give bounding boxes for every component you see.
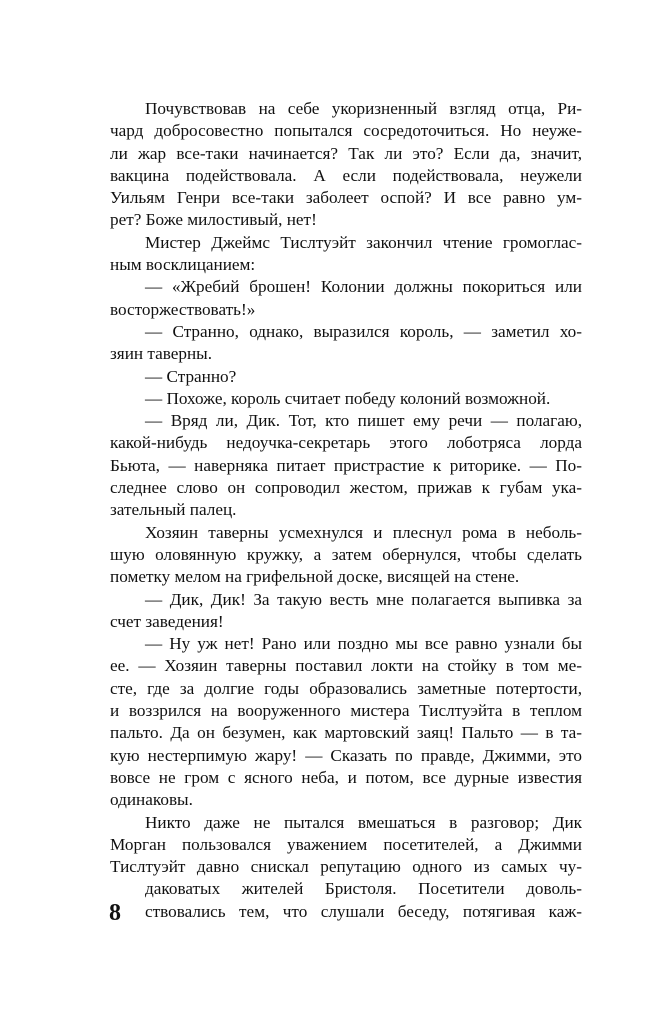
text-line: и воззрился на вооруженного мистера Тислтуэйта в теплом [110, 701, 582, 721]
text-line: восторжествовать!» [110, 299, 256, 319]
text-line: — Похоже, король считает победу колоний возможной. [145, 388, 551, 408]
text-line: — Странно, однако, выразился король, — заметил хо- [145, 321, 582, 341]
text-line: Мистер Джеймс Тислтуэйт закончил чтение громоглас- [145, 232, 582, 252]
text-line: Хозяин таверны усмехнулся и плеснул рома в неболь- [145, 522, 582, 542]
body-text [110, 98, 582, 923]
text-line: — «Жребий брошен! Колонии должны покориться или [145, 277, 582, 297]
text-line: зяин таверны. [110, 344, 213, 364]
text-line: одинаковы. [110, 790, 193, 810]
text-line: кую нестерпимую жару! — Сказать по правде, Джимми, это [110, 745, 582, 765]
text-line: рет? Боже милостивый, нет! [110, 210, 317, 230]
text-line: Уильям Генри все-таки заболеет оспой? И все равно ум- [110, 188, 582, 208]
text-line: Почувствовав на себе укоризненный взгляд отца, Ри- [145, 99, 582, 118]
text-line: какой-нибудь недоучка-секретарь этого лоботряса лорда [110, 433, 582, 453]
text-line: ствовались тем, что слушали беседу, потягивая каж- [145, 901, 582, 921]
text-line: зательный палец. [110, 500, 237, 520]
text-line: — Странно? [145, 366, 237, 386]
text-line: ее. — Хозяин таверны поставил локти на стойку в том ме- [110, 656, 582, 676]
text-line: ли жар все-таки начинается? Так ли это? Если да, значит, [110, 143, 582, 163]
text-line: — Дик, Дик! За такую весть мне полагается выпивка за [145, 589, 582, 609]
text-line: вакцина подействовала. А если подействовала, неужели [110, 165, 582, 185]
page-number: 8 [109, 900, 121, 926]
text-line: сте, где за долгие годы образовались заметные потертости, [110, 678, 582, 698]
text-line: даковатых жителей Бристоля. Посетители доволь- [145, 879, 582, 899]
text-line: следнее слово он сопроводил жестом, прижав к губам ука- [110, 478, 582, 498]
text-line: счет заведения! [110, 611, 224, 631]
text-line: чард добросовестно попытался сосредоточиться. Но неуже- [110, 121, 582, 141]
text-line: ным восклицанием: [110, 255, 256, 275]
text-line: — Вряд ли, Дик. Тот, кто пишет ему речи — полагаю, [145, 411, 582, 431]
text-line: Тислтуэйт давно снискал репутацию одного из самых чу- [110, 857, 582, 877]
text-line: Бьюта, — наверняка питает пристрастие к риторике. — По- [110, 455, 582, 475]
text-line: пальто. Да он безумен, как мартовский заяц! Пальто — в та- [110, 723, 582, 743]
text-line: Морган пользовался уважением посетителей, а Джимми [110, 834, 582, 854]
text-line: вовсе не гром с ясного неба, и потом, все дурные известия [110, 767, 582, 787]
text-line: шую оловянную кружку, а затем обернулся, чтобы сделать [110, 544, 582, 564]
text-line: — Ну уж нет! Рано или поздно мы все равно узнали бы [145, 634, 582, 654]
text-line: Никто даже не пытался вмешаться в разговор; Дик [145, 812, 582, 832]
text-line: пометку мелом на грифельной доске, висящей на стене. [110, 567, 520, 587]
